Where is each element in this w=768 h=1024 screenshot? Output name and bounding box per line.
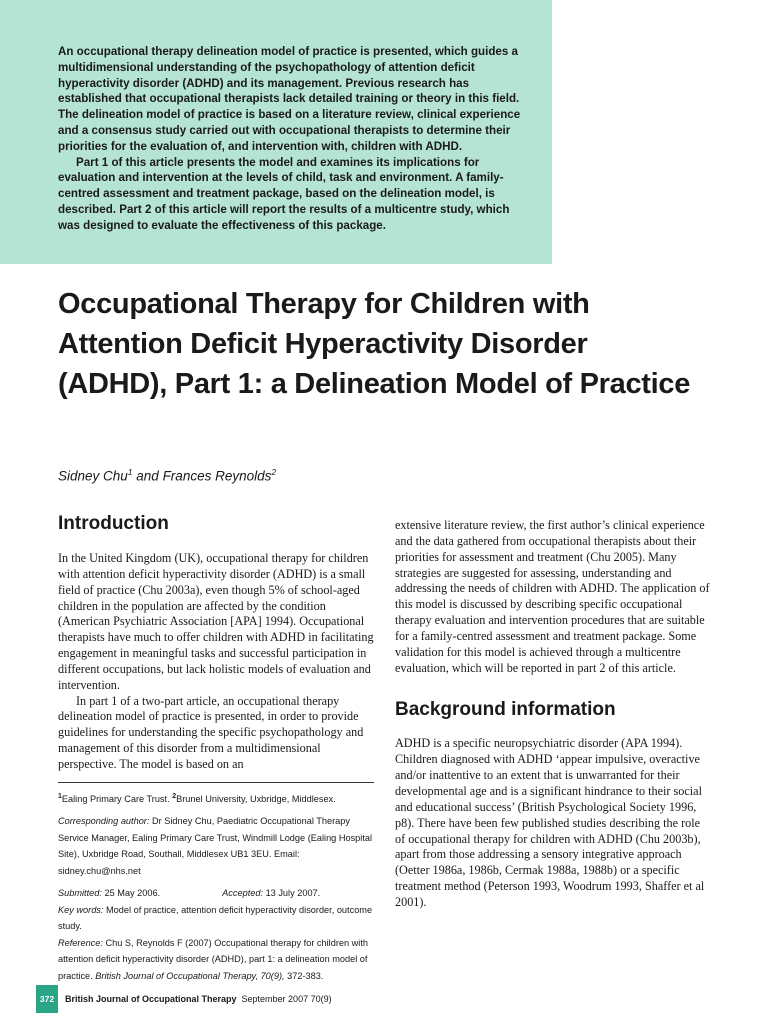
citation-reference: [58, 935, 374, 985]
introduction-paragraph-2: In part 1 of a two-part article, an occupational therapy delineation model of practice is presented, in order to provide guidelines for understanding the specific psychopathology and management of this disorder from a multidimensional perspective. The model is based on an: [58, 693, 364, 771]
introduction-continued: [395, 518, 713, 676]
affiliation-mark: 2: [271, 467, 277, 477]
background-body: [395, 736, 713, 910]
key-words-label: Key words:: [58, 904, 104, 915]
introduction-heading: Introduction: [58, 513, 169, 534]
corresponding-author-label: Corresponding author:: [58, 816, 150, 827]
left-column: [58, 512, 374, 984]
author-separator: and: [132, 468, 163, 484]
affiliation-mark: 2: [172, 792, 177, 800]
key-words: [58, 902, 374, 935]
affiliation-1: Ealing Primary Care Trust.: [61, 793, 173, 804]
introduction-body: [58, 551, 374, 773]
background-paragraph-1: ADHD is a specific neuropsychiatric disorder (APA 1994). Children diagnosed with ADHD ‘appear impulsive, overactive and/or inattentive to an extent that is unwarranted for their developmental age and is a significant hindrance to their social and educational success’ (British Psychological Society 1996, p8). There have been few published studies describing the role of occupational therapy for children with ADHD (Chu 2003b), apart from those addressing a sensory integrative approach (Oetter 1986a, 1986b, Cermak 1988a, 1988b) or a specific treatment method (Peterson 1993, Woodrum 1993, Shaffer et al 2001).: [395, 736, 705, 909]
abstract-box: [0, 0, 552, 264]
submitted-date: 25 May 2006.: [101, 888, 161, 899]
corresponding-author-text: Dr Sidney Chu, Paediatric Occupational Therapy Service Manager, Ealing Primary Care Trust, Windmill Lodge (Ealing Hospital Site), Uxbridge Road, Southall, Middlesex UB1 3EU. Email: sidney.chu@nhs.net: [58, 816, 373, 876]
introduction-paragraph-2-continued: extensive literature review, the first author’s clinical experience and the data gathered from occupational therapists about their priorities for assessment and treatment (Chu 2005). Many strategies are suggested for assessing, understanding and addressing the needs of children with ADHD. The application of this model is discussed by describing specific occupational therapy evaluation and intervention procedures that are suitable for a family-centred assessment and treatment package. Some validation for this model is achieved through a multicentre evaluation, which will be reported in part 2 of this article.: [395, 518, 710, 675]
abstract-paragraph-2: Part 1 of this article presents the model and examines its implications for evaluation and intervention at the levels of child, task and environment. A family-centred assessment and treatment package, based on the delineation model, is described. Part 2 of this article will report the results of a multicentre study, which was designed to evaluate the effectiveness of this package.: [58, 155, 510, 232]
accepted-date: 13 July 2007.: [263, 888, 321, 899]
reference-journal: British Journal of Occupational Therapy, 70(9),: [95, 970, 285, 981]
article-title: Occupational Therapy for Children with Attention Deficit Hyperactivity Disorder (ADHD), Part 1: a Delineation Model of Practice: [58, 288, 691, 400]
journal-issue: September 2007 70(9): [241, 994, 332, 1004]
footnotes: [58, 789, 374, 985]
footnote-divider: [58, 782, 374, 783]
abstract-paragraph-1: An occupational therapy delineation model of practice is presented, which guides a multidimensional understanding of the psychopathology of attention deficit hyperactivity disorder (ADHD) and its management. Previous research has established that occupational therapists lack detailed training or theory in this field. The delineation model of practice is based on a literature review, clinical experience and a consensus study carried out with occupational therapists to determine their priorities for the evaluation of, and intervention with, children with ADHD.: [58, 45, 521, 153]
submitted-label: Submitted:: [58, 888, 102, 899]
key-words-text: Model of practice, attention deficit hyperactivity disorder, outcome study.: [58, 904, 373, 932]
background-heading: Background information: [395, 699, 616, 721]
introduction-paragraph-1: In the United Kingdom (UK), occupational therapy for children with attention deficit hyperactivity disorder (ADHD) is a small field of practice (Chu 2003a), even though 5% of school-aged children in the population are affected by the condition (American Psychiatric Association [APA] 1994). Occupational therapists have much to offer children with ADHD in facilitating engagement in meaningful tasks and successful participation in different occupations, but lack holistic models of evaluation and intervention.: [58, 551, 374, 692]
author-name: Sidney Chu: [58, 468, 128, 484]
affiliations: [58, 789, 374, 808]
reference-pages: 372-383.: [284, 970, 324, 981]
page-number: 372: [36, 985, 58, 1013]
submission-dates: [58, 885, 374, 902]
affiliation-2: Brunel University, Uxbridge, Middlesex.: [176, 793, 336, 804]
journal-name: British Journal of Occupational Therapy: [65, 994, 237, 1004]
reference-text: Chu S, Reynolds F (2007) Occupational therapy for children with attention deficit hyperactivity disorder (ADHD), part 1: a delineation model of practice.: [58, 937, 368, 981]
affiliation-mark: 1: [127, 467, 133, 477]
page-footer: [36, 985, 332, 1013]
reference-label: Reference:: [58, 937, 103, 948]
accepted-label: Accepted:: [222, 888, 264, 899]
author-name: Frances Reynolds: [162, 468, 272, 484]
right-column: [395, 518, 713, 911]
author-line: [58, 467, 276, 484]
corresponding-author: [58, 813, 374, 879]
affiliation-mark: 1: [58, 792, 62, 800]
